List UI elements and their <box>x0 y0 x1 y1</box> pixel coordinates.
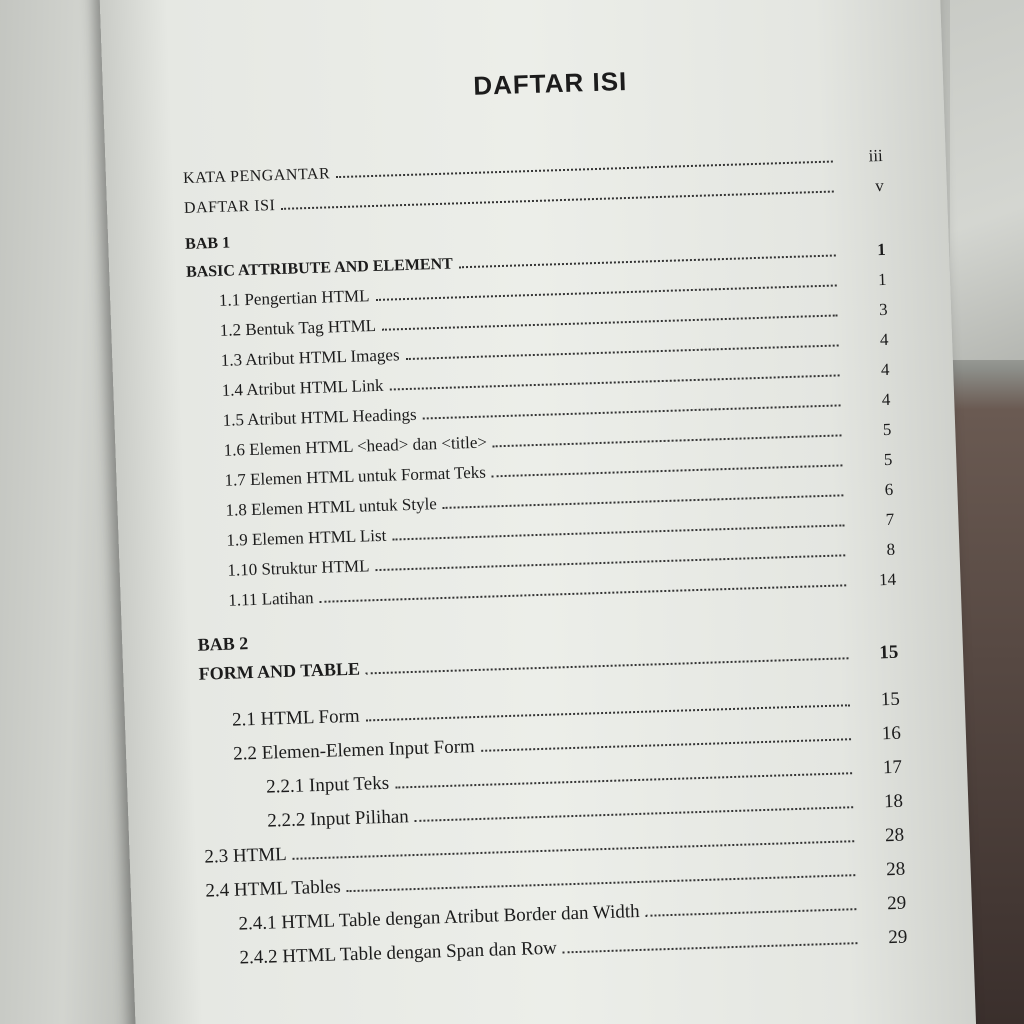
chapter-number: BAB 1 <box>184 234 231 253</box>
toc-entry-page: 1 <box>877 269 887 290</box>
toc-entry-label: 1.9 Elemen HTML List <box>226 525 387 550</box>
toc-entry-page: v <box>874 175 884 196</box>
leader-dots <box>492 464 843 477</box>
toc-entry-label: 2.2.2 Input Pilihan <box>266 806 410 832</box>
leader-dots <box>423 404 841 419</box>
toc-entry-label: 2.2.1 Input Teks <box>265 772 390 798</box>
toc-entry-label: 1.4 Atribut HTML Link <box>221 375 384 400</box>
chapter-page: 15 <box>879 641 899 664</box>
toc-entry-label: 1.11 Latihan <box>228 588 314 610</box>
toc-entry-label: DAFTAR ISI <box>183 197 276 217</box>
leader-dots <box>563 942 858 953</box>
toc-entry-page: 5 <box>883 449 893 470</box>
toc-entry-page: 4 <box>880 359 890 380</box>
toc-entry-label: 1.6 Elemen HTML <head> dan <title> <box>223 432 488 460</box>
toc-entry-page: 5 <box>882 419 892 440</box>
toc-entry-label: 1.5 Atribut HTML Headings <box>222 404 417 430</box>
page-title: DAFTAR ISI <box>472 65 628 101</box>
toc-entry-page: 29 <box>887 926 908 949</box>
leader-dots <box>281 191 834 210</box>
toc-entry-label: 2.4.2 HTML Table dengan Span dan Row <box>239 937 558 969</box>
toc-entry-label: 2.3 HTML <box>204 844 288 868</box>
front-matter <box>183 141 885 223</box>
leader-dots <box>493 434 842 447</box>
chapter-title: BASIC ATTRIBUTE AND ELEMENT <box>185 255 454 281</box>
toc-entry-page: 15 <box>880 688 901 711</box>
toc-entry-label: 2.2 Elemen-Elemen Input Form <box>232 736 476 765</box>
leader-dots <box>415 806 853 822</box>
toc-entry-label: 2.1 HTML Form <box>231 705 360 731</box>
chapter-2 <box>197 611 907 977</box>
toc-entry-label: 1.10 Struktur HTML <box>227 556 370 580</box>
toc-entry-label: KATA PENGANTAR <box>182 165 331 187</box>
toc-entry-page: 4 <box>881 389 891 410</box>
leader-dots <box>347 874 855 892</box>
leader-dots <box>646 908 857 917</box>
toc-entry-label: 1.1 Pengertian HTML <box>218 286 370 310</box>
toc-entry-page: 4 <box>879 329 889 350</box>
leader-dots <box>459 254 836 268</box>
chapter-1 <box>185 211 897 617</box>
leader-dots <box>443 494 843 509</box>
toc-entry-page: 7 <box>885 509 895 530</box>
toc-entry-page: iii <box>868 145 884 166</box>
leader-dots <box>481 738 851 752</box>
toc-entry-page: 3 <box>878 299 888 320</box>
leader-dots <box>320 584 847 603</box>
toc-entry-label: 1.2 Bentuk Tag HTML <box>219 315 377 340</box>
toc-entry-label: 2.4 HTML Tables <box>205 876 342 902</box>
toc-entry-page: 18 <box>883 790 904 813</box>
toc-entry-page: 29 <box>886 892 907 915</box>
background-wall <box>950 0 1024 360</box>
toc-entry-label: 2.4.1 HTML Table dengan Atribut Border dan Width <box>238 900 640 935</box>
toc-entry-page: 17 <box>882 756 903 779</box>
toc-entry-label: 1.3 Atribut HTML Images <box>220 345 400 370</box>
leader-dots <box>395 772 852 788</box>
toc-entry-page: 28 <box>885 858 906 881</box>
toc-entry-page: 8 <box>886 539 896 560</box>
toc-entry-label: 1.8 Elemen HTML untuk Style <box>225 494 438 520</box>
table-of-contents <box>180 58 908 977</box>
chapter-page: 1 <box>876 239 886 260</box>
chapter-number: BAB 2 <box>197 633 249 655</box>
toc-entry-label: 1.7 Elemen HTML untuk Format Teks <box>224 462 487 490</box>
toc-entry-page: 16 <box>881 722 902 745</box>
toc-entry-page: 6 <box>884 479 894 500</box>
toc-entry-page: 14 <box>878 569 897 590</box>
toc-entry-page: 28 <box>884 824 905 847</box>
leader-dots <box>366 704 850 721</box>
chapter-title: FORM AND TABLE <box>198 658 361 684</box>
